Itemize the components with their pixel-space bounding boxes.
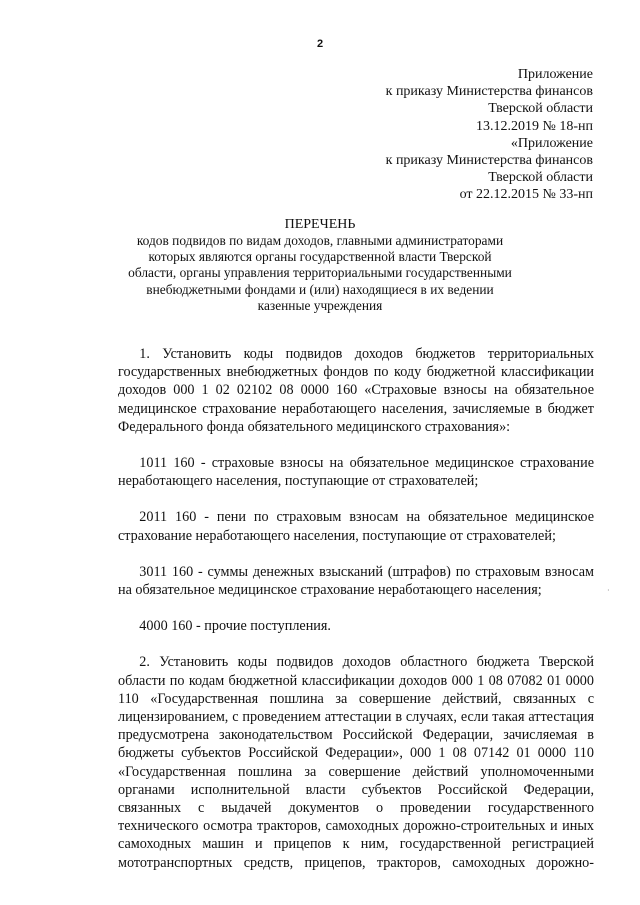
page-number: 2 <box>316 38 324 50</box>
body-line: 2011 160 - пени по страховым взносам на обязательное медицинское <box>118 509 594 526</box>
body-line: предусмотрена законодательством Российской Федерации, зачисляемая в <box>118 727 594 744</box>
body-line: 1011 160 - страховые взносы на обязательное медицинское страхование <box>118 455 594 472</box>
appendix-line: 13.12.2019 № 18-нп <box>475 118 593 134</box>
heading-line: области, органы управления территориальными государственными <box>128 265 512 281</box>
paragraph-gap <box>118 436 594 454</box>
body-line: 2. Установить коды подвидов доходов областного бюджета Тверской <box>118 654 594 671</box>
body-line: самоходных машин и прицепов к ним, государственной регистрацией <box>118 836 594 853</box>
body-line: неработающего населения, поступающие от страхователей; <box>118 473 479 490</box>
appendix-line: к приказу Министерства финансов <box>385 153 593 169</box>
body-line: 1. Установить коды подвидов доходов бюджетов территориальных <box>118 346 594 362</box>
body-paragraph <box>118 563 594 599</box>
body-line: технического осмотра тракторов, самоходных дорожно-строительных и иных <box>118 818 594 835</box>
body-line: на обязательное медицинское страхование неработающего населения; <box>118 582 542 599</box>
heading-line: кодов подвидов по видам доходов, главными администраторами <box>136 233 504 248</box>
body-paragraph <box>118 617 594 635</box>
body-line: органами исполнительной власти субъектов Российской Федерации, <box>118 781 594 798</box>
body-paragraph <box>118 454 594 490</box>
body-line: государственных внебюджетных фондов по коду бюджетной классификации <box>118 364 594 381</box>
body-line: доходов 000 1 02 02102 08 0000 160 «Страховые взносы на обязательное <box>118 382 594 399</box>
body-line: медицинское страхование неработающего населения, зачисляемые в бюджет <box>118 400 594 417</box>
body-line: 4000 160 - прочие поступления. <box>118 618 331 635</box>
paragraph-gap <box>118 490 594 508</box>
appendix-line: Тверской области <box>488 101 593 117</box>
body-line: 3011 160 - суммы денежных взысканий (штрафов) по страховым взносам <box>118 563 594 580</box>
appendix-block <box>386 66 593 204</box>
body-paragraph <box>118 508 594 544</box>
body-line: Федерального фонда обязательного медицинского страхования»: <box>118 418 511 435</box>
document-title: ПЕРЕЧЕНЬ <box>284 217 356 232</box>
heading-line: внебюджетными фондами и (или) находящиеся в их ведении <box>146 281 494 297</box>
body-line: связанных с выдачей документов о проведении государственного <box>118 800 594 817</box>
paragraph-gap <box>118 599 594 617</box>
heading-line: которых являются органы государственной власти Тверской <box>148 249 492 265</box>
document-heading <box>0 216 640 314</box>
body-line: «Государственная пошлина за совершение действий уполномоченными <box>118 763 594 780</box>
appendix-line: от 22.12.2015 № 33-нп <box>459 187 593 203</box>
paragraph-gap <box>118 545 594 563</box>
margin-mark: · <box>607 586 610 595</box>
body-line: бюджеты субъектов Российской Федерации», 000 1 08 07142 01 0000 110 <box>118 745 594 762</box>
paragraph-gap <box>118 635 594 653</box>
appendix-line: Приложение <box>517 67 593 82</box>
body-paragraph <box>118 653 594 871</box>
heading-line: казенные учреждения <box>257 297 383 313</box>
body-line: мототранспортных средств, прицепов, тракторов, самоходных дорожно- <box>118 854 594 871</box>
body-line: страхование неработающего населения, поступающие от страхователей; <box>118 527 556 544</box>
appendix-line: «Приложение <box>510 135 593 151</box>
document-body <box>118 345 594 872</box>
body-paragraph <box>118 345 594 436</box>
body-line: области по кодам бюджетной классификации доходов 000 1 08 07082 01 0000 <box>118 672 594 689</box>
body-line: 110 «Государственная пошлина за совершение действий, связанных с <box>118 690 594 707</box>
appendix-line: к приказу Министерства финансов <box>385 84 593 100</box>
appendix-line: Тверской области <box>488 170 593 186</box>
body-line: лицензированием, с проведением аттестации в случаях, если такая аттестация <box>118 709 594 726</box>
